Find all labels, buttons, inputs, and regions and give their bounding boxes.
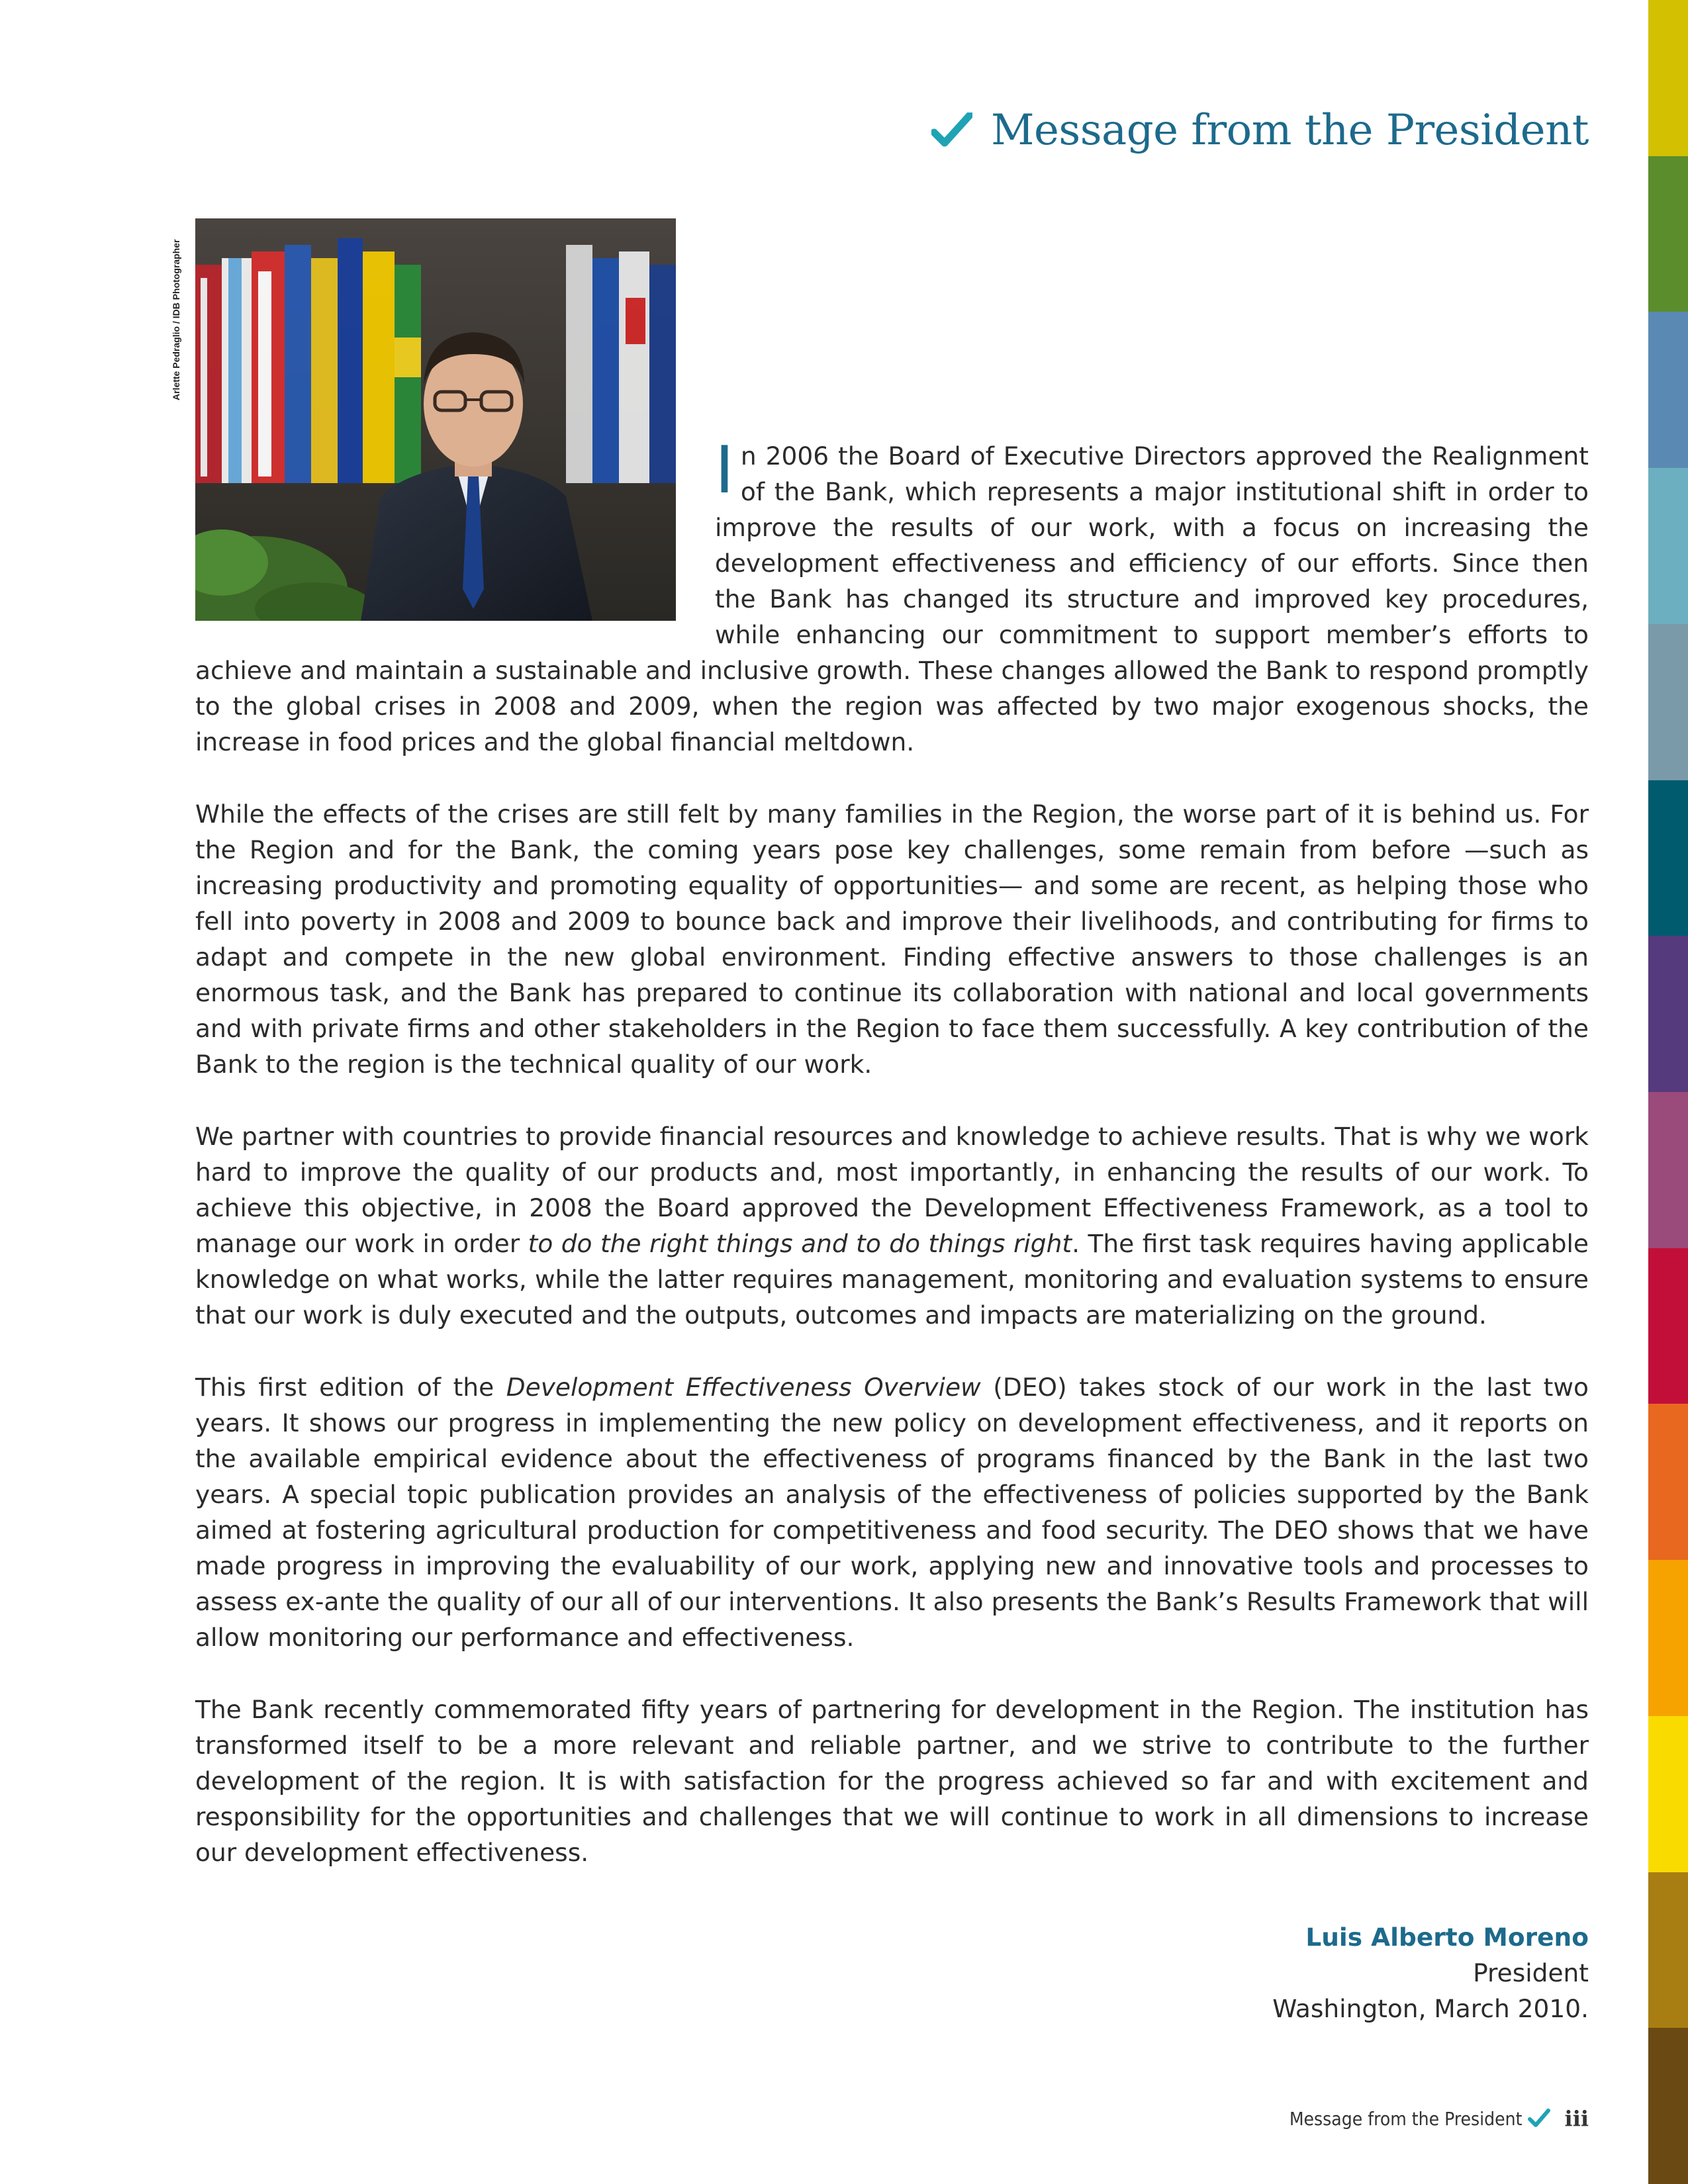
check-icon bbox=[931, 113, 972, 148]
color-band-11 bbox=[1648, 1560, 1688, 1716]
color-band-13 bbox=[1648, 1872, 1688, 2028]
color-band-3 bbox=[1648, 312, 1688, 468]
paragraph-5: The Bank recently commemorated fifty years of partnering for development in the Region. The institution has transformed itself to be a more relevant and reliable partner, and we strive to contribute to the further development of the region. It is with satisfaction for the progress achieved so far and with excitement and responsibility for the opportunities and challenges that we will continue to work in all dimensions to increase our development effectiveness. bbox=[195, 1695, 1589, 1867]
footer-label: Message from the President bbox=[1289, 2107, 1523, 2130]
color-band-7 bbox=[1648, 936, 1688, 1092]
paragraph-1: In 2006 the Board of Executive Directors approved the Realignment of the Bank, which represents a major institutional shift in order to improve the results of our work, with a focus on increasing the development effectiveness and efficiency of our efforts. Since then the Bank has changed its structure and improved key procedures, while enhancing our commitment to support member’s efforts to achieve and maintain a sustainable and inclusive growth. These changes allowed the Bank to respond promptly to the global crises in 2008 and 2009, when the region was affected by two major exogenous shocks, the increase in food prices and the global financial meltdown. bbox=[195, 433, 1589, 756]
paragraph-3: We partner with countries to provide financial resources and knowledge to achieve results. That is why we work hard to improve the quality of our products and, most importantly, in enhancing the results of our work. To achieve this objective, in 2008 the Board approved the Development Effectiveness Framework, as a tool to manage our work in order to do the right things and to do things right. The first task requires having applicable knowledge on what works, while the latter requires management, monitoring and evaluation systems to ensure that our work is duly executed and the outputs, outcomes and impacts are materializing on the ground. bbox=[195, 1122, 1589, 1330]
article-body bbox=[195, 433, 1589, 1907]
signature-place-date: Washington, March 2010. bbox=[1272, 1994, 1589, 2023]
color-strip bbox=[1648, 0, 1688, 2184]
signatory-role: President bbox=[1473, 1958, 1589, 1987]
page-number: iii bbox=[1564, 2106, 1589, 2131]
color-band-2 bbox=[1648, 156, 1688, 312]
paragraph-2: While the effects of the crises are still felt by many families in the Region, the worse part of it is behind us. For the Region and for the Bank, the coming years pose key challenges, some remain from before —such as increasing productivity and promoting equality of opportunities— and some are recent, as helping those who fell into poverty in 2008 and 2009 to bounce back and improve their livelihoods, and contributing for firms to adapt and compete in the new global environment. Finding effective answers to those challenges is an enormous task, and the Bank has prepared to continue its collaboration with national and local governments and with private firms and other stakeholders in the Region to face them successfully. A key contribution of the Bank to the region is the technical quality of our work. bbox=[195, 799, 1589, 1079]
paragraph-4: This first edition of the Development Effectiveness Overview (DEO) takes stock of our work in the last two years. It shows our progress in implementing the new policy on development effectiveness, and it reports on the available empirical evidence about the effectiveness of programs financed by the Bank in the last two years. A special topic publication provides an analysis of the effectiveness of policies supported by the Bank aimed at fostering agricultural production for competitiveness and food security. The DEO shows that we have made progress in improving the evaluability of our work, applying new and innovative tools and processes to assess ex-ante the quality of our all of our interventions. It also presents the Bank’s Results Framework that will allow monitoring our performance and effectiveness. bbox=[195, 1373, 1589, 1652]
color-band-12 bbox=[1648, 1716, 1688, 1872]
color-band-5 bbox=[1648, 624, 1688, 780]
page-footer bbox=[1289, 2106, 1589, 2131]
page-header bbox=[931, 106, 1589, 155]
color-band-4 bbox=[1648, 468, 1688, 624]
color-band-10 bbox=[1648, 1404, 1688, 1560]
drop-cap: I bbox=[715, 433, 734, 508]
footer-check-icon bbox=[1528, 2109, 1550, 2128]
signatory-name: Luis Alberto Moreno bbox=[1305, 1923, 1589, 1952]
page-title: Message from the President bbox=[990, 106, 1589, 155]
color-band-14 bbox=[1648, 2028, 1688, 2184]
color-band-6 bbox=[1648, 780, 1688, 936]
color-band-8 bbox=[1648, 1092, 1688, 1248]
photo-credit: Arlette Pedraglio / IDB Photographer bbox=[171, 239, 181, 400]
signature-block bbox=[1272, 1919, 1589, 2026]
color-band-9 bbox=[1648, 1248, 1688, 1404]
color-band-1 bbox=[1648, 0, 1688, 156]
